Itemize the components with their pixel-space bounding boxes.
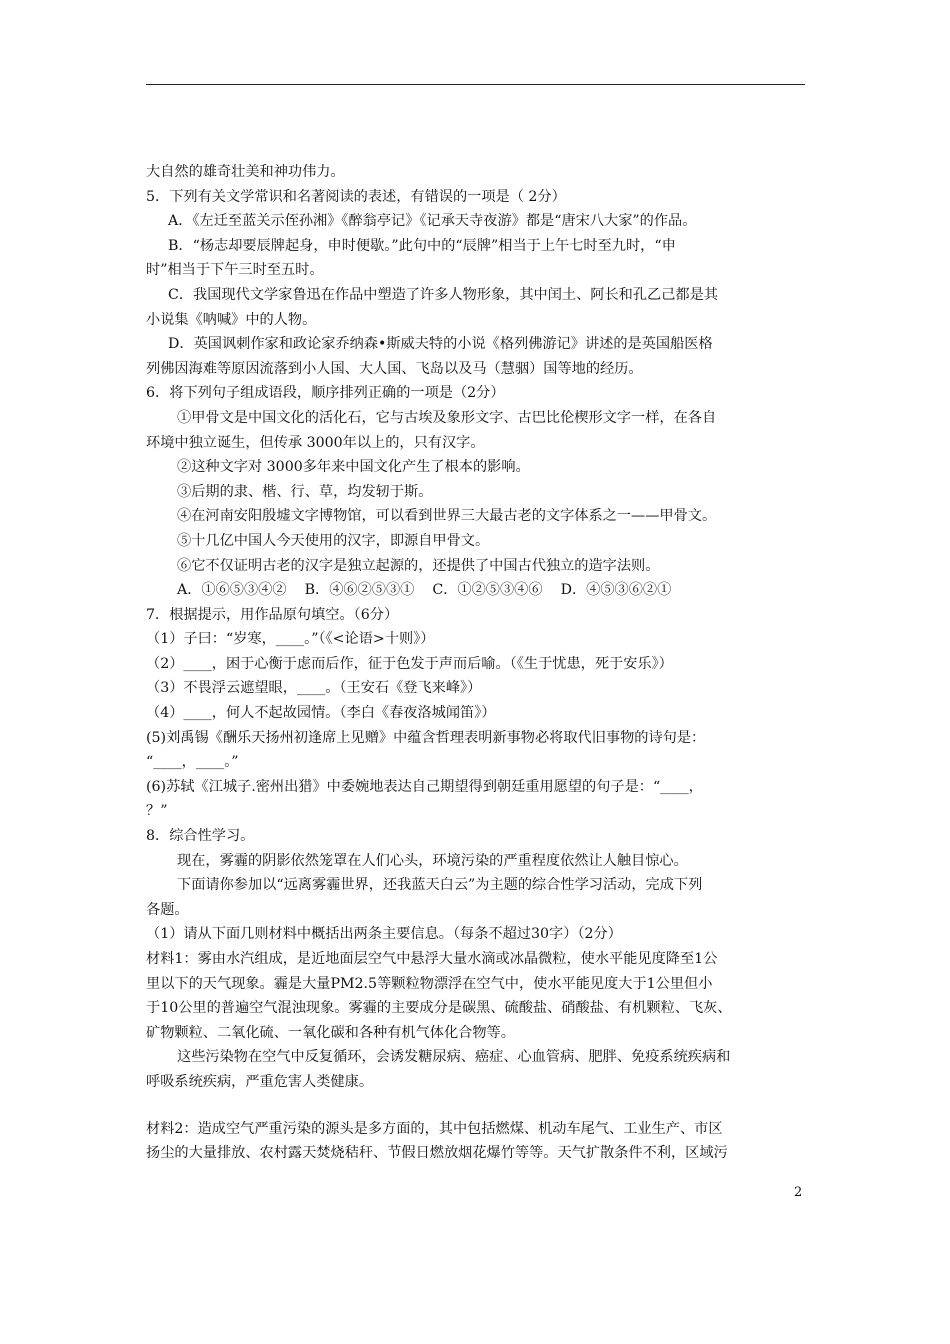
answer-options: A．①⑥⑤③④② B．④⑥②⑤③① C．①②⑤③④⑥ D．④⑤③⑥②① [177,582,672,599]
sentence-2: ②这种文字对 3000多年来中国文化产生了根本的影响。 [177,459,530,476]
question-5: 5．下列有关文学常识和名著阅读的表述，有错误的一项是（ 2分） [146,188,566,205]
material-1: 材料1：雾由水汽组成，是近地面层空气中悬浮大量水滴或冰晶微粒，使水平能见度降至1公 [146,951,718,967]
text-line: 里以下的天气现象。霾是大量PM2.5等颗粒物漂浮在空气中，使水平能见度大于1公里但小 [146,975,713,992]
sentence-4: ④在河南安阳殷墟文字博物馆，可以看到世界三大最古老的文字体系之一——甲骨文。 [177,508,717,525]
text-line: 大自然的雄奇壮美和神功伟力。 [146,164,345,180]
fill-blank-6: (6)苏轼《江城子.密州出猎》中委婉地表达自己期望得到朝廷重用愿望的句子是：“____， [146,778,703,795]
text-line: ？” [146,803,168,820]
sentence-1: ①甲骨文是中国文化的活化石，它与古埃及象形文字、古巴比伦楔形文字一样，在各自 [177,409,717,426]
text-line: 时”相当于下午三时至五时。 [146,262,324,279]
material-2: 材料2：造成空气严重污染的源头是多方面的，其中包括燃煤、机动车尾气、工业生产、市区 [146,1120,723,1137]
sentence-6: ⑥它不仅证明古老的汉字是独立起源的，还提供了中国古代独立的造字法则。 [177,557,660,574]
page-number: 2 [794,1185,803,1200]
text-line: “____，____。” [146,754,239,771]
sentence-3: ③后期的隶、楷、行、草，均发轫于斯。 [177,483,433,500]
option-b: B．“杨志却要辰牌起身，申时便歇。”此句中的“辰牌”相当于上午七时至九时，“申 [168,237,676,254]
fill-blank-3: （3）不畏浮云遮望眼，____。（王安石《登飞来峰》） [146,680,482,697]
text-line: 矿物颗粒、二氧化硫、一氧化碳和各种有机气体化合物等。 [146,1024,515,1041]
option-a: A．《左迁至蓝关示侄孙湘》《醉翁亭记》《记承天寺夜游》都是“唐宋八大家”的作品。 [168,213,697,230]
text-line: 环境中独立诞生，但传承 3000年以上的，只有汉字。 [146,434,485,451]
text-line: 列佛因海难等原因流落到小人国、大人国、飞岛以及马（慧骃）国等地的经历。 [146,360,643,377]
fill-blank-4: （4）____，何人不起故园情。（李白《春夜洛城闻笛》） [146,705,496,722]
fill-blank-1: （1）子曰：“岁寒，____。”（《<论语>十则》） [146,631,435,648]
paragraph: 现在，雾霾的阴影依然笼罩在人们心头，环境污染的严重程度依然让人触目惊心。 [177,852,688,869]
text-line: 呼吸系统疾病，严重危害人类健康。 [146,1073,374,1090]
option-d: D．英国讽刺作家和政论家乔纳森•斯威夫特的小说《格列佛游记》讲述的是英国船医格 [168,336,713,353]
text-line: 扬尘的大量排放、农村露天焚烧秸秆、节假日燃放烟花爆竹等等。天气扩散条件不利，区域污 [146,1145,728,1162]
text-line: 小说集《呐喊》中的人物。 [146,311,317,328]
option-c: C．我国现代文学家鲁迅在作品中塑造了许多人物形象，其中闰土、阿长和孔乙己都是其 [168,286,718,303]
sentence-5: ⑤十几亿中国人今天使用的汉字，即源自甲骨文。 [177,532,490,549]
paragraph: 这些污染物在空气中反复循环，会诱发糖尿病、癌症、心血管病、肥胖、免疫系统疾病和 [177,1049,731,1066]
header-rule [146,84,805,85]
document-body [146,160,810,1166]
question-6: 6．将下列句子组成语段，顺序排列正确的一项是（2分） [146,385,505,402]
text-line: 于10公里的普遍空气混浊现象。雾霾的主要成分是碳黑、硫酸盐、硝酸盐、有机颗粒、飞灰、 [146,1000,732,1017]
question-7: 7．根据提示，用作品原句填空。（6分） [146,606,399,623]
question-8: 8．综合性学习。 [146,828,255,845]
fill-blank-2: （2）____，困于心衡于虑而后作，征于色发于声而后喻。（《生于忧患，死于安乐》） [146,655,673,672]
paragraph: 下面请你参加以“远离雾霾世界，还我蓝天白云”为主题的综合性学习活动，完成下列 [177,877,703,894]
sub-question-1: （1）请从下面几则材料中概括出两条主要信息。（每条不超过30字）（2分） [146,926,622,943]
text-line: 各题。 [146,901,189,918]
fill-blank-5: (5)刘禹锡《酬乐天扬州初逢席上见赠》中蕴含哲理表明新事物必将取代旧事物的诗句是： [146,729,706,746]
